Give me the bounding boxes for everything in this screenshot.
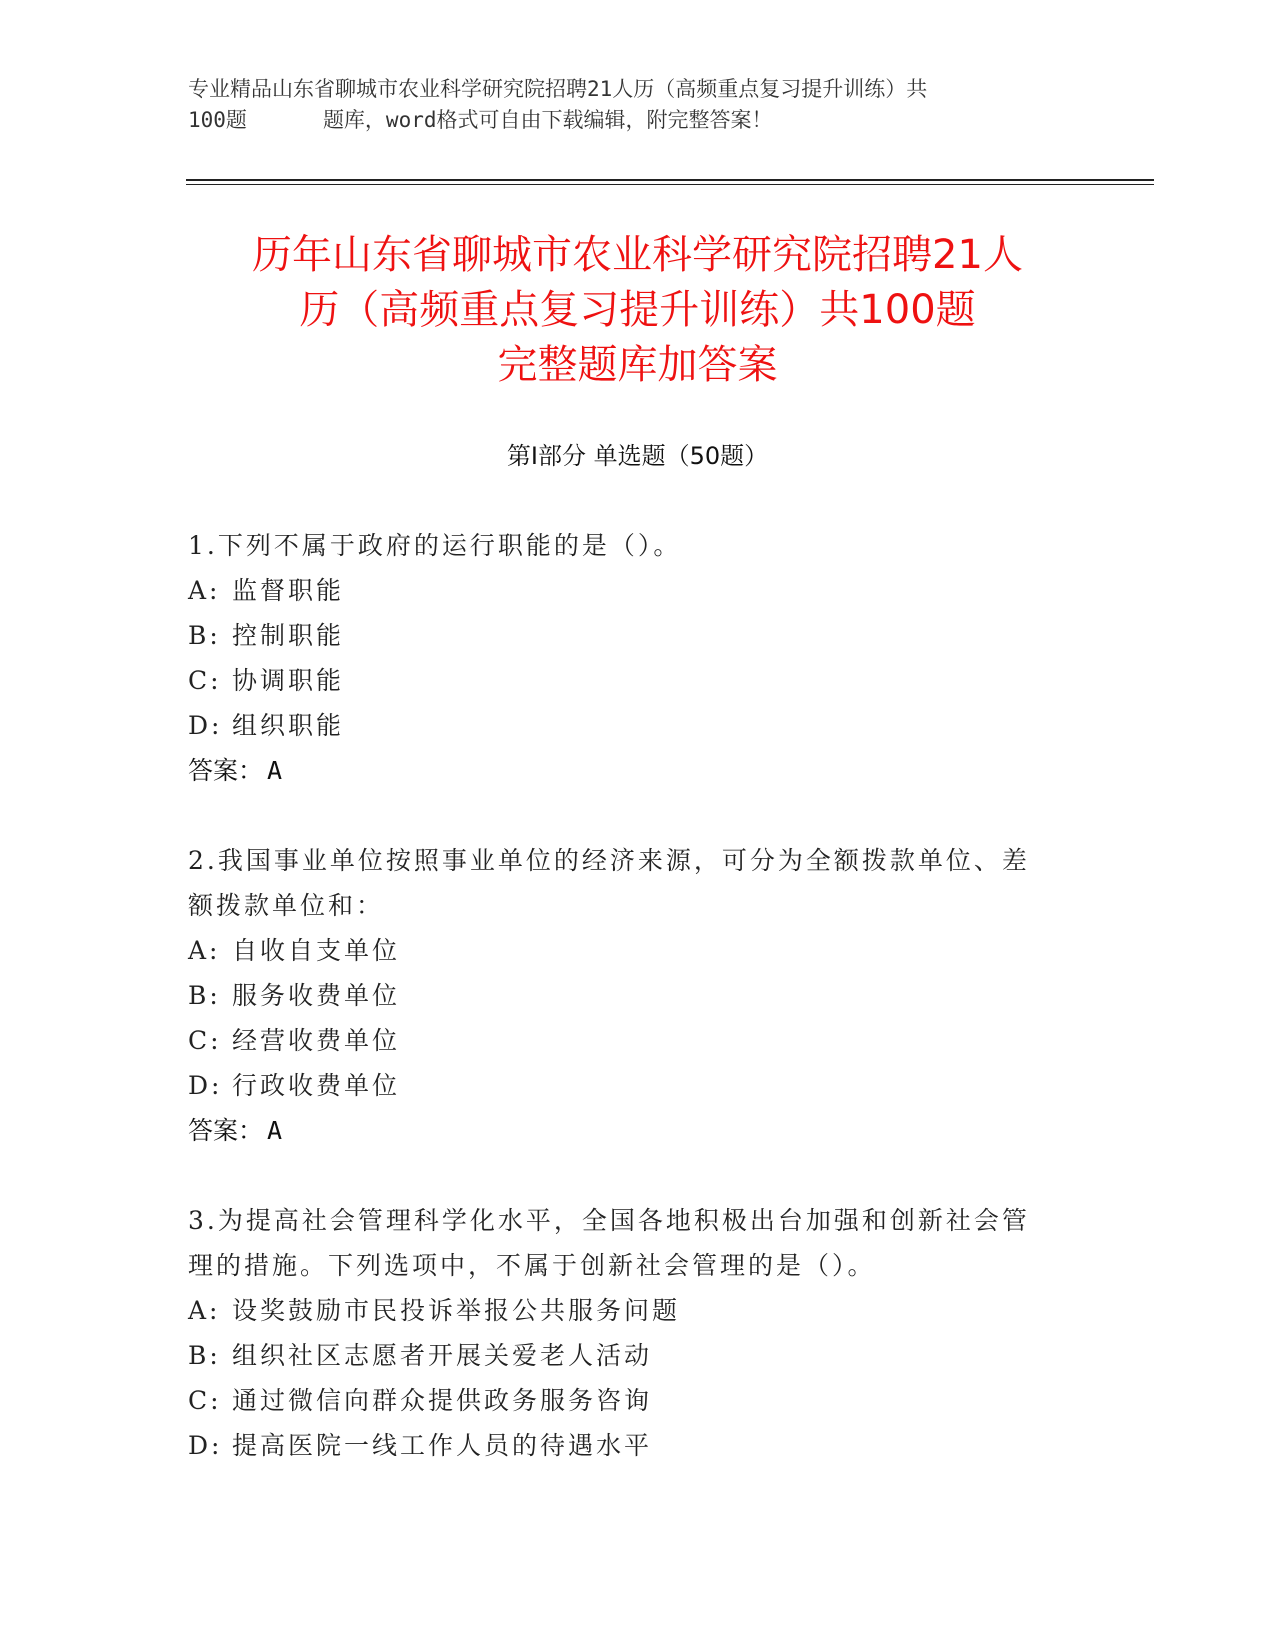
question-stem: 3.为提高社会管理科学化水平，全国各地积极出台加强和创新社会管 <box>188 1206 1030 1235</box>
option-a: A: 自收自支单位 <box>188 936 401 965</box>
question-stem-continued: 额拨款单位和： <box>188 891 385 920</box>
answer-value: A <box>267 1116 283 1145</box>
question-stem: 2.我国事业单位按照事业单位的经济来源，可分为全额拨款单位、差 <box>188 846 1030 875</box>
option-a: A: 设奖鼓励市民投诉举报公共服务问题 <box>188 1296 681 1325</box>
option-c: C: 经营收费单位 <box>188 1026 401 1055</box>
answer-value: A <box>267 756 283 785</box>
header-note <box>188 74 1088 136</box>
header-note-line-2 <box>188 105 1088 136</box>
answer-label: 答案： <box>188 756 264 785</box>
question-stem: 1.下列不属于政府的运行职能的是（）。 <box>188 531 682 560</box>
option-a: A: 监督职能 <box>188 576 345 605</box>
question-1 <box>188 523 1088 793</box>
question-stem-continued: 理的措施。下列选项中，不属于创新社会管理的是（）。 <box>188 1251 876 1280</box>
document-title <box>150 228 1125 393</box>
header-note-line-1: 专业精品山东省聊城市农业科学研究院招聘21人历（高频重点复习提升训练）共 <box>188 77 928 101</box>
header-divider-thin <box>186 184 1154 185</box>
option-b: B: 服务收费单位 <box>188 981 401 1010</box>
option-d: D: 提高医院一线工作人员的待遇水平 <box>188 1431 653 1460</box>
option-b: B: 控制职能 <box>188 621 345 650</box>
header-divider-thick <box>186 179 1154 181</box>
header-note-description: 题库，word格式可自由下载编辑，附完整答案！ <box>322 108 773 132</box>
answer-label: 答案： <box>188 1116 264 1145</box>
document-title-line-2: 历（高频重点复习提升训练）共100题 <box>299 287 976 333</box>
option-b: B: 组织社区志愿者开展关爱老人活动 <box>188 1341 653 1370</box>
document-title-line-3: 完整题库加答案 <box>497 342 778 388</box>
option-c: C: 通过微信向群众提供政务服务咨询 <box>188 1386 653 1415</box>
option-c: C: 协调职能 <box>188 666 345 695</box>
section-heading: 第Ⅰ部分 单选题（50题） <box>506 442 769 470</box>
header-note-count: 100题 <box>188 108 247 132</box>
option-d: D: 组织职能 <box>188 711 345 740</box>
answer-line <box>188 1108 1088 1153</box>
answer-line <box>188 748 1088 793</box>
question-3 <box>188 1198 1088 1468</box>
question-2 <box>188 838 1088 1153</box>
document-title-line-1: 历年山东省聊城市农业科学研究院招聘21人 <box>252 232 1023 278</box>
option-d: D: 行政收费单位 <box>188 1071 401 1100</box>
